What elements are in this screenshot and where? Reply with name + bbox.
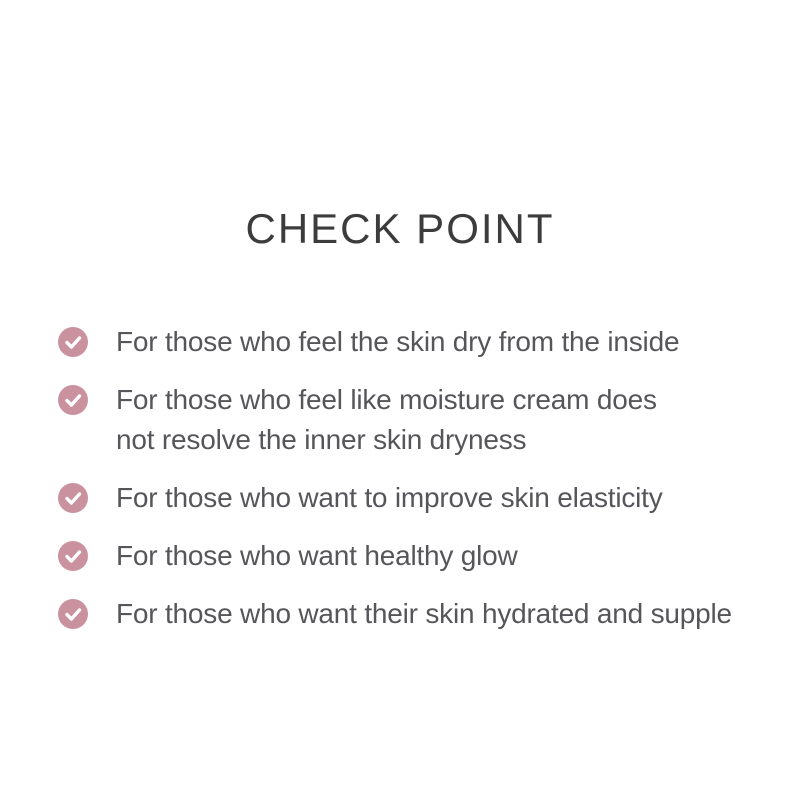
list-item-line: not resolve the inner skin dryness (116, 424, 527, 455)
list-item-text (116, 380, 657, 460)
list-item (58, 536, 800, 576)
list-item-line: For those who want healthy glow (116, 540, 518, 571)
list-item (58, 380, 800, 460)
check-circle-icon (58, 541, 88, 571)
checkpoint-page (0, 205, 800, 800)
list-item-text (116, 322, 679, 362)
list-item-line: For those who want their skin hydrated and supple (116, 598, 732, 629)
list-item-text (116, 478, 663, 518)
list-item-line: For those who want to improve skin elasticity (116, 482, 663, 513)
list-item (58, 478, 800, 518)
checklist (58, 322, 800, 634)
check-circle-icon (58, 483, 88, 513)
list-item-line: For those who feel the skin dry from the inside (116, 326, 680, 357)
list-item-text (116, 536, 518, 576)
list-item-line: For those who feel like moisture cream does (116, 384, 657, 415)
check-circle-icon (58, 385, 88, 415)
check-circle-icon (58, 327, 88, 357)
list-item (58, 594, 800, 634)
list-item (58, 322, 800, 362)
page-title: CHECK POINT (245, 205, 555, 252)
list-item-text (116, 594, 732, 634)
check-circle-icon (58, 599, 88, 629)
